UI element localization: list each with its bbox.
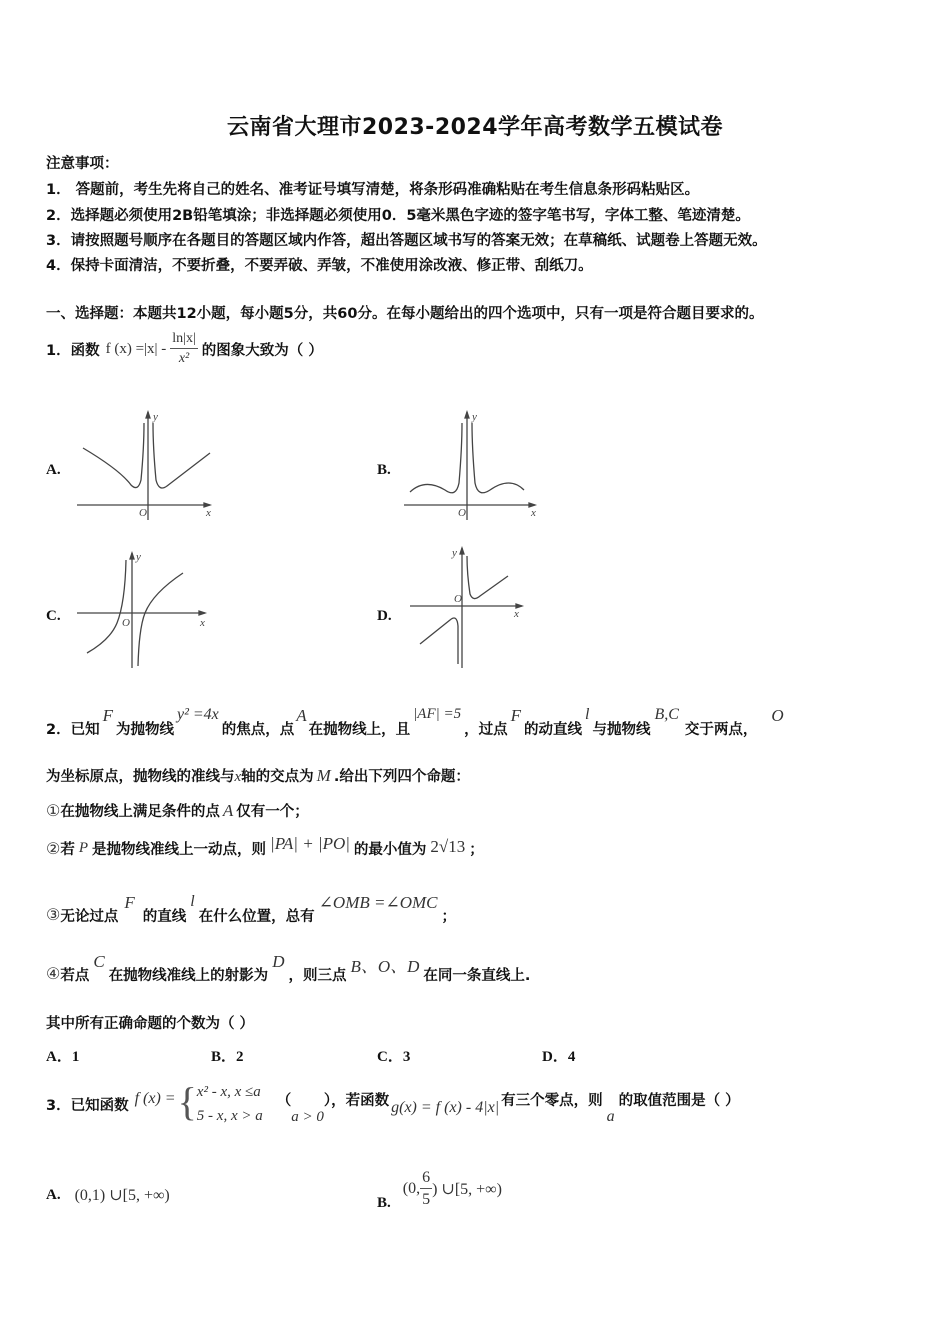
q1-option-d-graph[interactable] [400, 544, 545, 674]
section-heading: 一、选择题：本题共12小题，每小题5分，共60分。在每小题给出的四个选项中，只有一项是符合题目要求的。 [46, 306, 764, 322]
q1-frac-den: x² [178, 351, 190, 366]
notice-item-1: 1． 答题前，考生先将自己的姓名、准考证号填写清楚，将条形码准确粘贴在考生信息条形码粘贴区。 [46, 182, 700, 198]
q1-suffix: 的图象大致为（ ） [201, 342, 323, 359]
piecewise-cases: x² - x, x ≤a 5 - x, x > a [196, 1084, 263, 1124]
origin-label: O [139, 507, 147, 519]
q2-option-a[interactable]: A．1 [46, 1049, 80, 1065]
q1-option-b-graph[interactable] [400, 408, 545, 523]
x-axis-label: x [206, 507, 211, 519]
question-1 [46, 332, 323, 366]
notice-item-3: 3．请按照题号顺序在各题目的答题区域内作答，超出答题区域书写的答案无效；在草稿纸、试题卷上答题无效。 [46, 233, 767, 249]
x-axis-label: x [200, 617, 205, 629]
question-2-line-2: 为坐标原点，抛物线的准线与x轴的交点为 M .给出下列四个命题： [46, 766, 470, 785]
q1-option-d-label[interactable]: D. [377, 608, 392, 624]
q1-option-b-label[interactable]: B. [377, 462, 391, 478]
origin-label: O [458, 507, 466, 519]
question-2-prompt: 其中所有正确命题的个数为（ ） [46, 1016, 255, 1032]
proposition-4: ④ 若点 C 在抛物线准线上的射影为 D ，则三点 B、O、D 在同一条直线上. [46, 952, 531, 984]
parabola-equation: y² =4x [176, 706, 219, 723]
y-axis-label: y [136, 551, 141, 563]
proposition-1: ①在抛物线上满足条件的点 A 仅有一个； [46, 801, 309, 820]
q1-option-a-label[interactable]: A. [46, 462, 61, 478]
notice-item-2: 2．选择题必须使用2B铅笔填涂；非选择题必须使用0．5毫米黑色字迹的签字笔书写，字体工整、笔迹清楚。 [46, 208, 750, 224]
x-axis-label: x [531, 507, 536, 519]
fraction-6-5: $\frac{6}{5}$ [422, 1168, 431, 1208]
q1-number: 1．函数 [46, 342, 100, 359]
x-axis-label: x [514, 608, 519, 620]
q1-frac-num: ln|x| [170, 332, 198, 349]
y-axis-label: y [153, 411, 158, 423]
origin-label: O [454, 593, 462, 605]
q3-function: f (x) = [134, 1090, 176, 1107]
proposition-3: ③ 无论过点 F 的直线 l 在什么位置，总有 ∠OMB =∠OMC ； [46, 893, 456, 925]
piecewise-brace: { [177, 1078, 197, 1124]
q1-option-a-graph[interactable] [75, 408, 220, 523]
notice-heading: 注意事项： [46, 156, 119, 172]
y-axis-label: y [472, 411, 477, 423]
q2-option-c[interactable]: C．3 [377, 1049, 411, 1065]
origin-label: O [122, 617, 130, 629]
q1-fraction [170, 332, 198, 366]
question-3: 3．已知函数 f (x) = { x² - x, x ≤a 5 - x, x > a （ a > 0 ），若函数 g(x) = f (x) - 4|x| 有三个零点，则 a 的取值范围是（ ） [46, 1080, 740, 1128]
q2-option-b[interactable]: B．2 [211, 1049, 244, 1065]
question-2-line-1: 2．已知 F 为抛物线 y² =4x 的焦点，点 A 在抛物线上，且 |AF| =5 ，过点 F 的动直线 l 与抛物线 B,C 交于两点， O [46, 706, 784, 738]
q1-function: f (x) =|x| - [105, 340, 167, 357]
q3-option-b[interactable]: B. (0, $\frac{6}{5}$ ) ∪[5, +∞) [377, 1168, 502, 1211]
q2-option-d[interactable]: D．4 [542, 1049, 576, 1065]
y-axis-label: y [452, 547, 457, 559]
q1-option-c-label[interactable]: C. [46, 608, 61, 624]
q3-option-a[interactable]: A. (0,1) ∪[5, +∞) [46, 1186, 170, 1204]
page-title: 云南省大理市2023-2024学年高考数学五模试卷 [226, 115, 724, 140]
notice-item-4: 4．保持卡面清洁，不要折叠，不要弄破、弄皱，不准使用涂改液、修正带、刮纸刀。 [46, 258, 593, 274]
q1-option-c-graph[interactable] [75, 548, 220, 673]
proposition-2: ② 若 P 是抛物线准线上一动点，则 |PA| + |PO| 的最小值为 2√13 ； [46, 833, 484, 858]
